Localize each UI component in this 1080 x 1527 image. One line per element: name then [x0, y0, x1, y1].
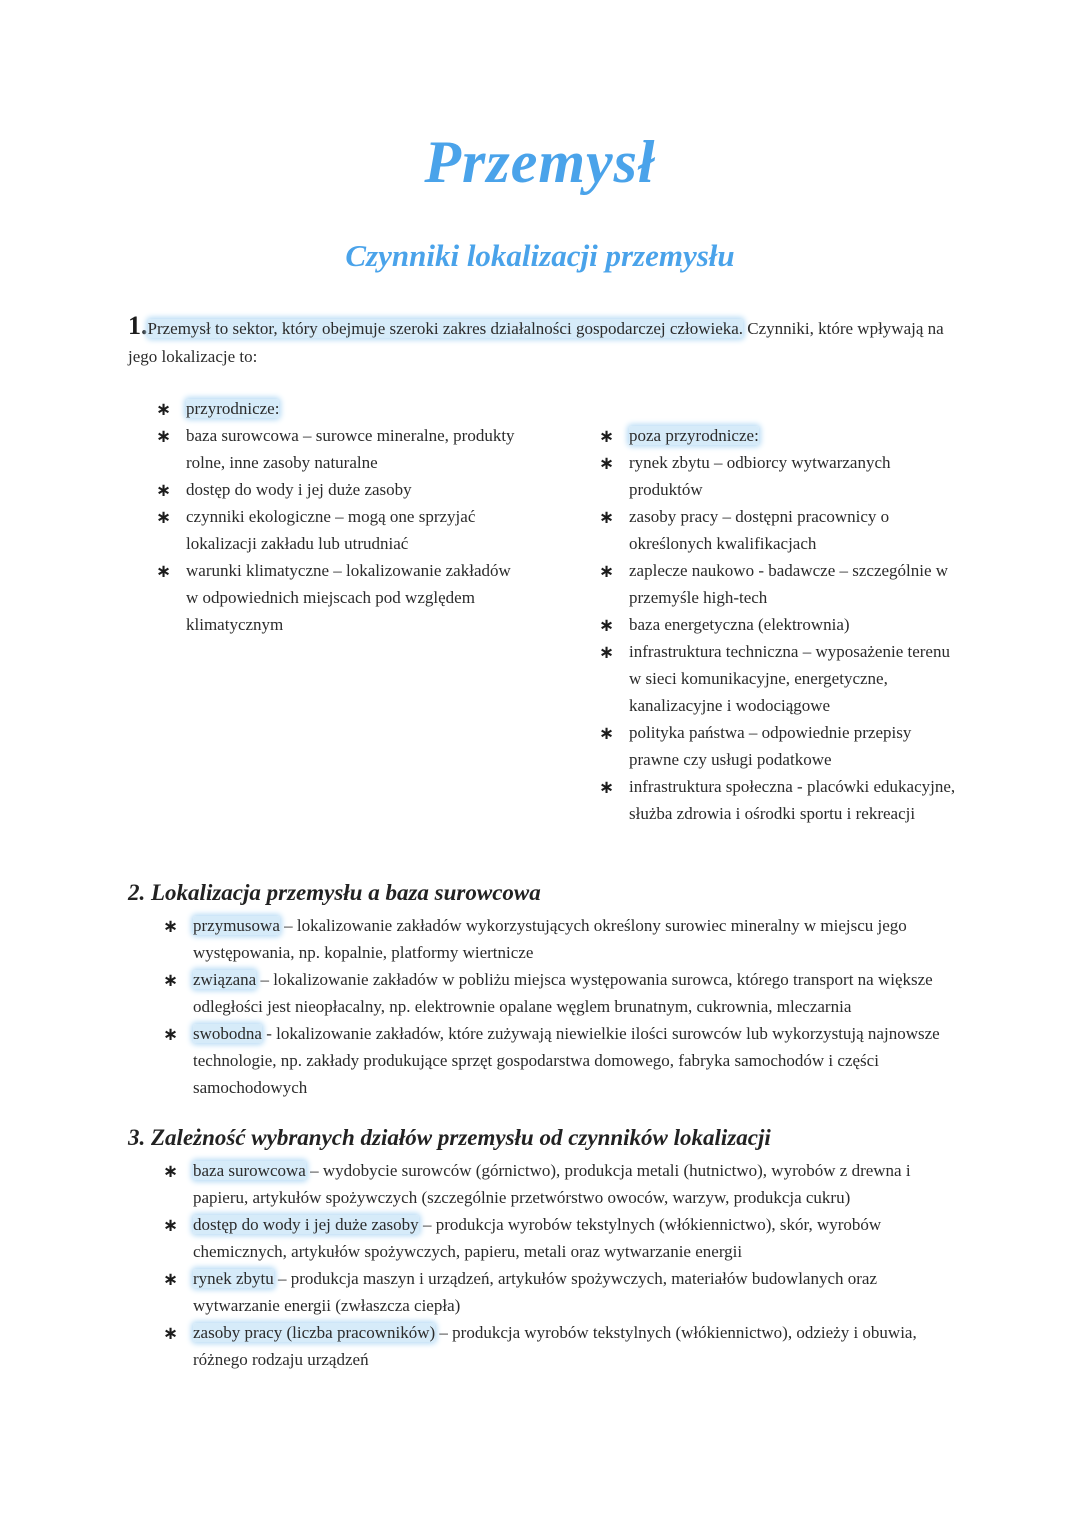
list-item: ∗ czynniki ekologiczne – mogą one sprzyjać lokalizacji zakładu lub utrudniać [156, 503, 516, 557]
intro-rest: Czynniki, które wpływają na jego lokalizacje to: [128, 319, 944, 366]
page-subtitle: Czynniki lokalizacji przemysłu [345, 238, 735, 273]
asterisk-icon: ∗ [163, 1024, 179, 1045]
page-title: Przemysł [424, 129, 656, 195]
list-item: ∗ infrastruktura społeczna - placówki edukacyjne, służba zdrowia i ośrodki sportu i rekreacji [599, 773, 959, 827]
asterisk-icon: ∗ [156, 480, 172, 501]
asterisk-icon: ∗ [156, 507, 172, 528]
list-item: ∗ dostęp do wody i jej duże zasoby – produkcja wyrobów tekstylnych (włókiennictwo), skór, wyrobów chemicznych, artykułów spożywczych, papieru, metali oraz wytwarzanie energii [163, 1211, 963, 1265]
list-item: ∗ zasoby pracy (liczba pracowników) – produkcja wyrobów tekstylnych (włókiennictwo), odzieży i obuwia, różnego rodzaju urządzeń [163, 1319, 963, 1373]
asterisk-icon: ∗ [163, 916, 179, 937]
non-natural-factors-list [599, 422, 959, 827]
list-item: ∗ związana – lokalizowanie zakładów w pobliżu miejsca występowania surowca, którego transport na większe odległości jest nieopłacalny, np. elektrownie opalane węglem brunatnym, cukrownia, mleczarnia [163, 966, 963, 1020]
section-2-list [163, 912, 963, 1101]
asterisk-icon: ∗ [599, 426, 615, 447]
list-item: ∗ baza surowcowa – surowce mineralne, produkty rolne, inne zasoby naturalne [156, 422, 516, 476]
asterisk-icon: ∗ [599, 453, 615, 474]
section-2-heading: 2. Lokalizacja przemysłu a baza surowcowa [128, 880, 541, 905]
natural-factors-list [156, 395, 516, 638]
list-item: ∗ zaplecze naukowo - badawcze – szczególnie w przemyśle high-tech [599, 557, 959, 611]
asterisk-icon: ∗ [599, 615, 615, 636]
list-item: ∗ baza energetyczna (elektrownia) [599, 611, 959, 638]
list-item: ∗ zasoby pracy – dostępni pracownicy o określonych kwalifikacjach [599, 503, 959, 557]
asterisk-icon: ∗ [156, 561, 172, 582]
asterisk-icon: ∗ [163, 1161, 179, 1182]
asterisk-icon: ∗ [599, 723, 615, 744]
list-item: ∗ przymusowa – lokalizowanie zakładów wykorzystujących określony surowiec mineralny w miejscu jego występowania, np. kopalnie, platformy wiertnicze [163, 912, 963, 966]
list-heading: ∗ przyrodnicze: [156, 395, 516, 422]
list-item: ∗ swobodna - lokalizowanie zakładów, które zużywają niewielkie ilości surowców lub wykorzystują najnowsze technologie, np. zakłady produkujące sprzęt gospodarstwa domowego, fabryka samochodów i części samochodowych [163, 1020, 963, 1101]
intro-highlight: Przemysł to sektor, który obejmuje szeroki zakres działalności gospodarczej człowieka. [147, 319, 744, 338]
section-3-list [163, 1157, 963, 1373]
section-3-heading: 3. Zależność wybranych działów przemysłu od czynników lokalizacji [128, 1125, 771, 1150]
section-number: 1. [128, 311, 148, 340]
asterisk-icon: ∗ [599, 561, 615, 582]
asterisk-icon: ∗ [156, 399, 172, 420]
asterisk-icon: ∗ [599, 777, 615, 798]
asterisk-icon: ∗ [163, 970, 179, 991]
list-item: ∗ rynek zbytu – produkcja maszyn i urządzeń, artykułów spożywczych, materiałów budowlanych oraz wytwarzanie energii (zwłaszcza ciepła) [163, 1265, 963, 1319]
asterisk-icon: ∗ [163, 1215, 179, 1236]
list-item: ∗ baza surowcowa – wydobycie surowców (górnictwo), produkcja metali (hutnictwo), wyrobów z drewna i papieru, artykułów spożywczych (szczególnie przetwórstwo owoców, warzyw, produkcja cukru) [163, 1157, 963, 1211]
asterisk-icon: ∗ [163, 1323, 179, 1344]
intro-paragraph [128, 312, 958, 371]
asterisk-icon: ∗ [163, 1269, 179, 1290]
asterisk-icon: ∗ [156, 426, 172, 447]
list-item: ∗ infrastruktura techniczna – wyposażenie terenu w sieci komunikacyjne, energetyczne, kanalizacyjne i wodociągowe [599, 638, 959, 719]
list-item: ∗ polityka państwa – odpowiednie przepisy prawne czy usługi podatkowe [599, 719, 959, 773]
asterisk-icon: ∗ [599, 642, 615, 663]
list-item: ∗ warunki klimatyczne – lokalizowanie zakładów w odpowiednich miejscach pod względem klimatycznym [156, 557, 516, 638]
list-item: ∗ dostęp do wody i jej duże zasoby [156, 476, 516, 503]
list-item: ∗ rynek zbytu – odbiorcy wytwarzanych produktów [599, 449, 959, 503]
list-heading: ∗ poza przyrodnicze: [599, 422, 959, 449]
asterisk-icon: ∗ [599, 507, 615, 528]
